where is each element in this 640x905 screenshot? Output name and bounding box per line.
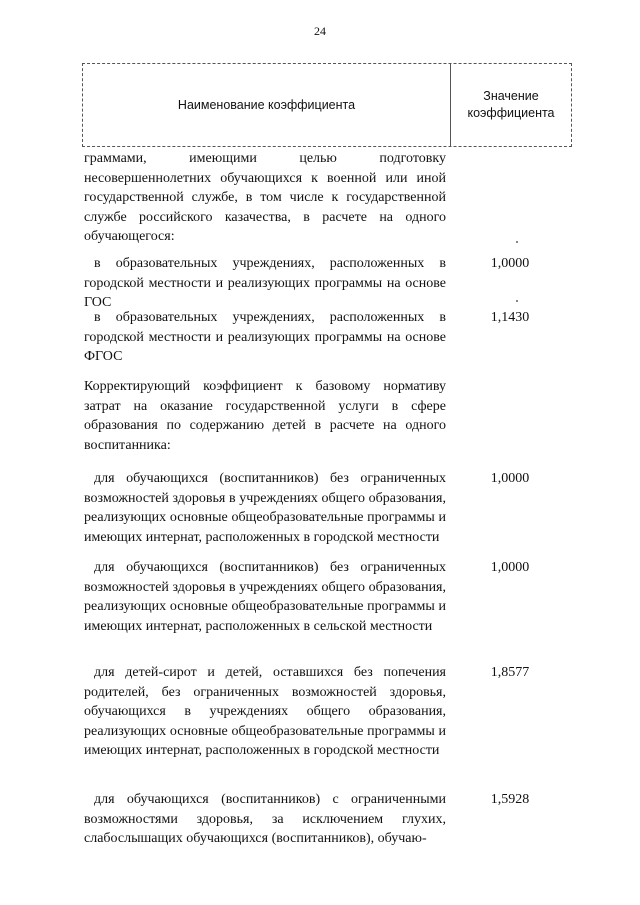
row-value-gos: 1,0000 [490,256,530,271]
row-text-rural-boarding: для обучающихся (воспитанников) без ограниченных возможностей здоровья в учреждениях общего образования, реализующих основные общеобразовательные программы и имеющих интернат, расположенных в сельской местности [84,560,446,634]
row-value-urban-boarding: 1,0000 [490,471,530,486]
table-header [82,63,572,147]
row-value-disabilities: 1,5928 [490,792,530,807]
row-text-disabilities: для обучающихся (воспитанников) с ограниченными возможностями здоровья, за исключением глухих, слабослышащих обучающихся (воспитанников), обучаю- [84,792,446,846]
row-text-gos: в образовательных учреждениях, расположенных в городской местности и реализующих программы на основе ГОС [84,256,446,310]
row-text-continuation: граммами, имеющими целью подготовку несовершеннолетних обучающихся к военной или иной государственной службе, в том числе к государственной службе российского казачества, в расчете на одного обучающегося: [84,151,446,244]
scan-mark [516,300,518,302]
header-value-column: Значение коэффициента [467,89,555,120]
header-name-column: Наименование коэффициента [177,98,356,112]
row-value-rural-boarding: 1,0000 [490,560,530,575]
page-number: 24 [314,24,326,38]
scan-mark [516,241,518,243]
row-value-orphans: 1,8577 [490,665,530,680]
row-value-fgos: 1,1430 [490,310,530,325]
row-text-correction-heading: Корректирующий коэффициент к базовому нормативу затрат на оказание государственной услуги в сфере образования по содержанию детей в расчете на одного воспитанника: [84,379,446,453]
row-text-urban-boarding: для обучающихся (воспитанников) без ограниченных возможностей здоровья в учреждениях общего образования, реализующих основные общеобразовательные программы и имеющих интернат, расположенных в городской местности [84,471,446,545]
row-text-fgos: в образовательных учреждениях, расположенных в городской местности и реализующих программы на основе ФГОС [84,310,446,364]
row-text-orphans: для детей-сирот и детей, оставшихся без попечения родителей, без ограниченных возможностей здоровья, обучающихся в учреждениях общего образования, реализующих основные общеобразовательные программы и имеющих интернат, расположенных в городской местности [84,665,446,758]
